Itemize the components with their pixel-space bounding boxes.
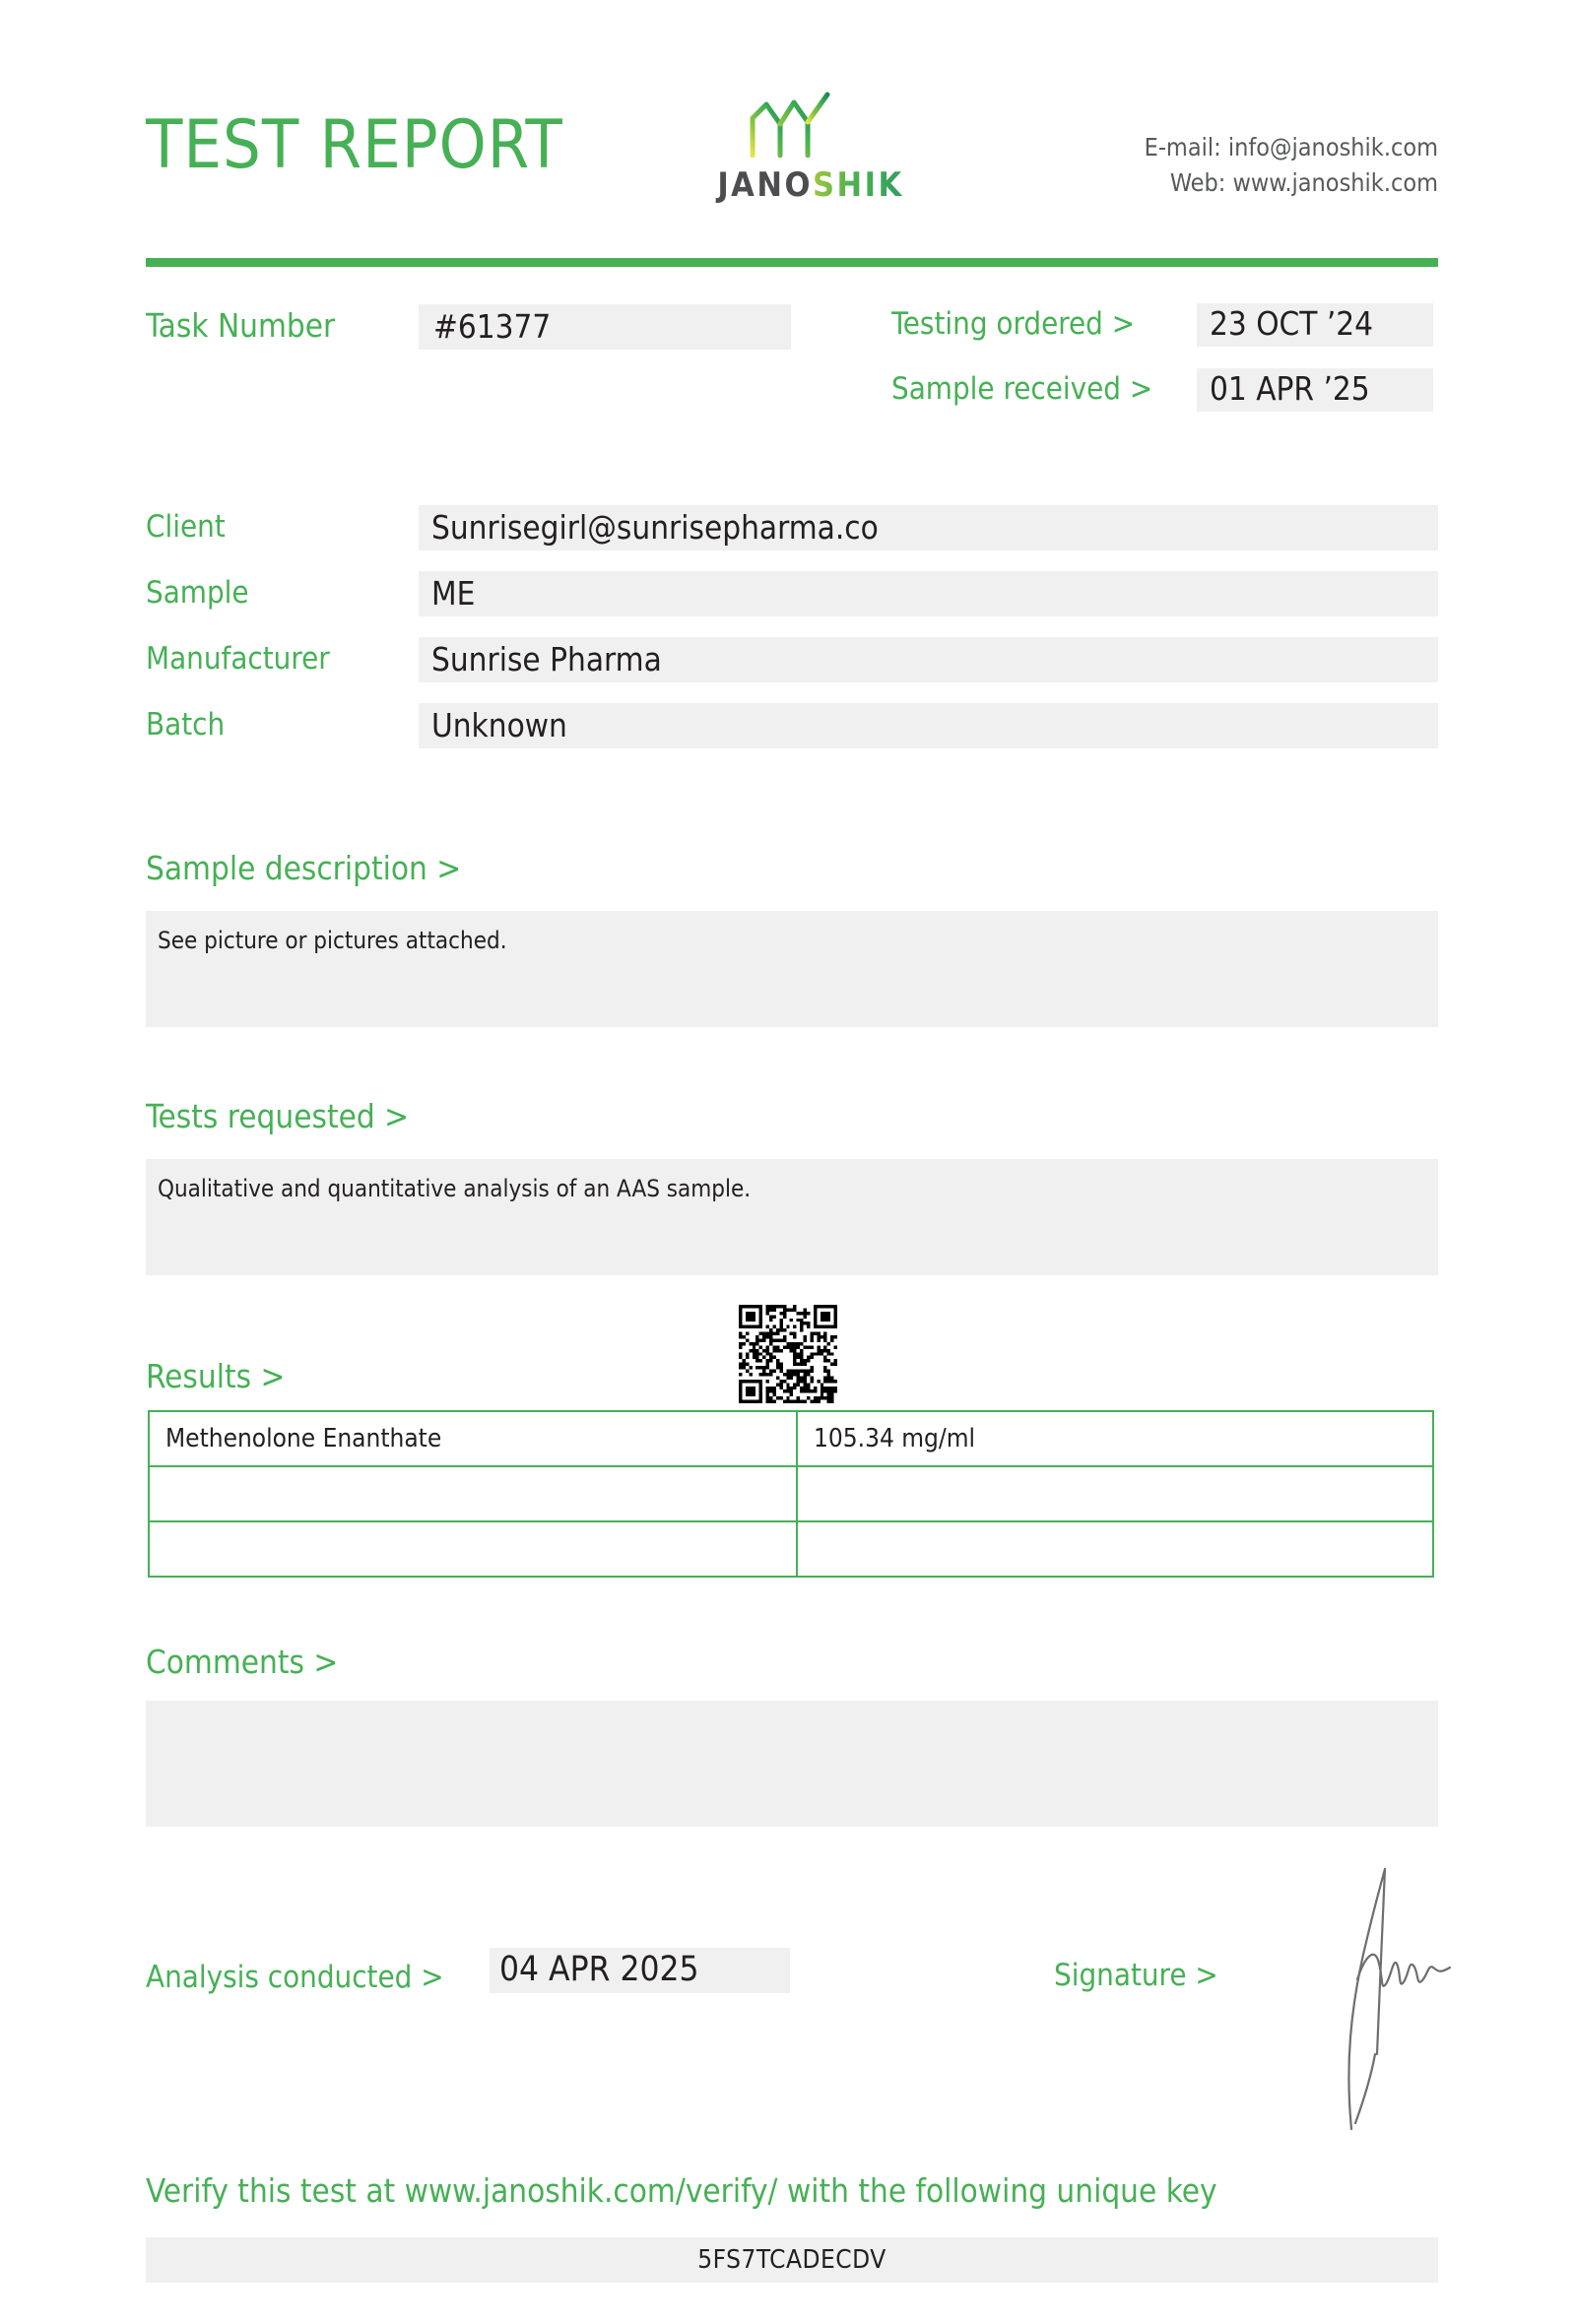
sample-field xyxy=(146,571,1438,618)
brand-word-accent: SHIK xyxy=(812,165,904,205)
page-title: TEST REPORT xyxy=(146,106,563,184)
batch-field xyxy=(146,703,1438,750)
contact-info xyxy=(1145,130,1438,200)
sample-received-value: 01 APR ’25 xyxy=(1197,368,1433,412)
tests-requested-title: Tests requested > xyxy=(146,1097,410,1135)
task-number-label: Task Number xyxy=(146,306,336,345)
brand-wordmark xyxy=(697,165,924,205)
result-substance xyxy=(149,1521,797,1577)
qr-code-icon xyxy=(733,1305,843,1403)
analysis-conducted-label: Analysis conducted > xyxy=(146,1960,444,1995)
report-header xyxy=(146,89,1438,236)
sample-description-title: Sample description > xyxy=(146,849,462,887)
table-row xyxy=(149,1466,1433,1521)
table-row xyxy=(149,1411,1433,1466)
verify-text: Verify this test at www.janoshik.com/verify/ with the following unique key xyxy=(146,2171,1217,2210)
task-number-value: #61377 xyxy=(419,304,791,350)
unique-key-value: 5FS7TCADECDV xyxy=(146,2237,1438,2283)
testing-ordered-label: Testing ordered > xyxy=(891,306,1136,342)
manufacturer-label: Manufacturer xyxy=(146,641,330,677)
logo-peaks-icon xyxy=(737,91,845,158)
email-line: E-mail: info@janoshik.com xyxy=(1144,133,1438,161)
batch-value: Unknown xyxy=(419,703,1438,748)
result-amount xyxy=(797,1521,1433,1577)
results-title: Results > xyxy=(146,1357,286,1395)
result-amount xyxy=(797,1466,1433,1521)
table-row xyxy=(149,1521,1433,1577)
result-substance: Methenolone Enanthate xyxy=(149,1411,797,1466)
brand-word-dark: JANO xyxy=(717,165,813,205)
client-value: Sunrisegirl@sunrisepharma.co xyxy=(419,505,1438,550)
manufacturer-value: Sunrise Pharma xyxy=(419,637,1438,682)
janoshik-logo xyxy=(697,89,924,226)
signature-label: Signature > xyxy=(1054,1958,1218,1993)
result-amount: 105.34 mg/ml xyxy=(797,1411,1433,1466)
header-divider xyxy=(146,258,1438,267)
client-label: Client xyxy=(146,509,226,545)
comments-text xyxy=(146,1701,1438,1827)
manufacturer-field xyxy=(146,637,1438,684)
sample-value: ME xyxy=(419,571,1438,616)
result-substance xyxy=(149,1466,797,1521)
sample-received-label: Sample received > xyxy=(891,371,1153,407)
client-field xyxy=(146,505,1438,552)
verification-qr-code xyxy=(733,1305,843,1403)
analysis-conducted-value: 04 APR 2025 xyxy=(490,1948,790,1993)
results-table xyxy=(148,1410,1434,1578)
sample-label: Sample xyxy=(146,575,249,611)
comments-title: Comments > xyxy=(146,1643,339,1681)
tests-requested-text: Qualitative and quantitative analysis of an AAS sample. xyxy=(146,1159,1438,1275)
web-line: Web: www.janoshik.com xyxy=(1169,167,1438,197)
sample-description-text: See picture or pictures attached. xyxy=(146,911,1438,1027)
batch-label: Batch xyxy=(146,707,226,742)
testing-ordered-value: 23 OCT ’24 xyxy=(1197,303,1433,347)
signature-mark xyxy=(1280,1861,1478,2137)
